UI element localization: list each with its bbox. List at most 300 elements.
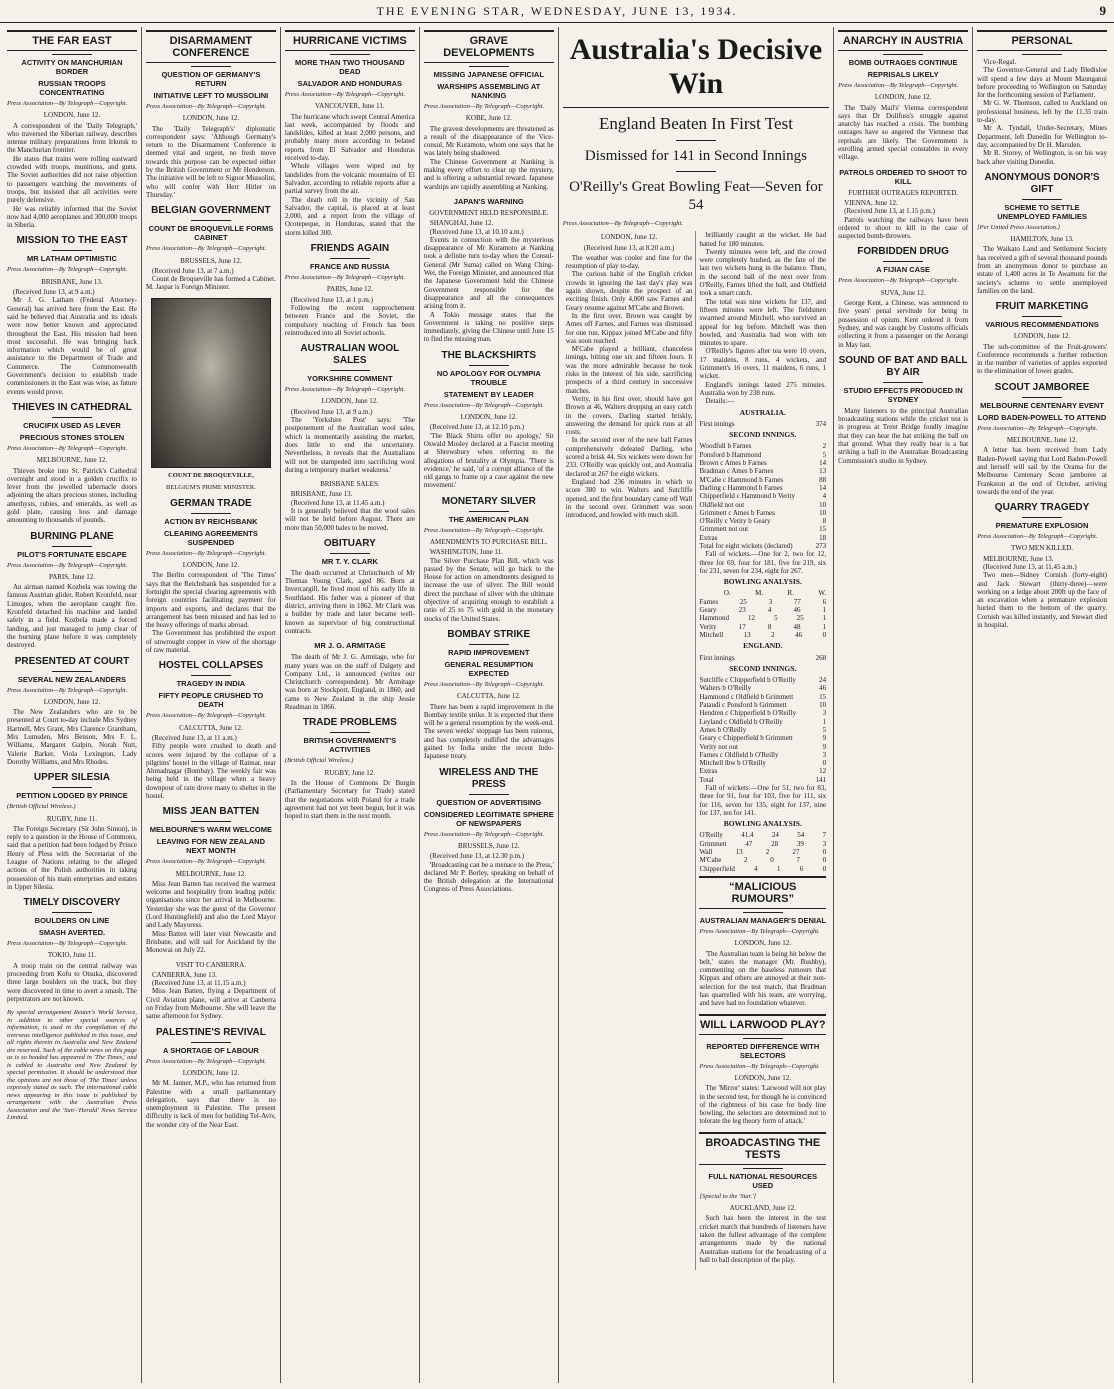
article	[424, 496, 554, 623]
article-paragraph: The death occurred at Christchurch of Mr Thomas Young Clark, aged 86. Born at Invercargill, he lived most of his early life in Southland. His father was a pioneer of that district, arriving there in 1862. Mr Clark was a builder by trade and later became well-known as supervisor of big constructional contracts.	[284, 568, 415, 635]
article-paragraph: The 'Daily Mail's' Vienna correspondent says that Dr Dollfuss's struggle against anarchy has reached a crisis. The bombing outrages have so angered the Viennese that reprisals are likely. The Government is enrolling armed special constables in every village.	[838, 103, 969, 162]
score-cell: 54	[797, 831, 805, 840]
article	[7, 531, 137, 650]
article-dateline: FURTHER OUTRAGES REPORTED.	[848, 188, 958, 197]
article-credit: Press Association—By Telegraph—Copyright.	[423, 830, 545, 838]
divider	[191, 513, 231, 514]
article-paragraph: BRISBANE, June 13.	[290, 490, 353, 499]
article-headline: THE FAR EAST	[7, 30, 137, 51]
article-dateline: LONDON, June 12.	[182, 1068, 240, 1077]
divider	[743, 1038, 783, 1039]
article-paragraph: (Received June 13, at 11 a.m.)	[151, 733, 237, 742]
score-row	[699, 442, 826, 450]
fall-of-wickets: Fall of wickets.—One for 2, two for 12, three for 69, four for 181, five for 219, six for 231, seven for 234, eight for 267.	[699, 550, 827, 575]
score-row	[699, 525, 826, 533]
scorecard-team: AUSTRALIA.	[739, 407, 786, 417]
article	[699, 1014, 826, 1126]
divider	[52, 787, 92, 788]
article-paragraph: In the House of Commons Dr Burgin (Parliamentary Secretary for Trade) stated that the negotiations with Poland for a trade agreement had not yet been begun, but it was hoped to start them in the next month.	[284, 778, 415, 821]
article-credit: Press Association—By Telegraph—Copyright.	[145, 549, 267, 557]
article-headline: BOMBAY STRIKE	[447, 628, 531, 640]
article-headline: GERMAN TRADE	[170, 497, 252, 509]
score-cell: 5	[822, 725, 827, 734]
divider	[469, 794, 509, 795]
article-deck-secondary: CLEARING AGREEMENTS SUSPENDED	[163, 528, 258, 547]
score-row	[699, 759, 826, 767]
article-paragraph: The death of Mr J. G. Armitage, who for many years was on the staff of Dalgety and Company Ltd., is announced (writes our Christchurch correspondent). Mr Armitage was born at Stockport, England, in 1860, and came to New Zealand in the ship Jessie Readman in 1866.	[284, 653, 415, 712]
article-dateline: BRISBANE SALES.	[320, 480, 380, 489]
article	[699, 876, 826, 1008]
article-dateline: PARIS, June 12.	[326, 285, 373, 294]
scorecard-team: ENGLAND.	[743, 641, 783, 651]
article-paragraph: Thieves broke into St. Patrick's Cathedral overnight and stood in a golden crucifix to lever from the jewelled tabernacle doors adjoining the altars precious stones, including amethysts, rubies, and emeralds, as well as gold plate, causing loss and damage amounting to thousands of pounds.	[7, 466, 137, 525]
article-paragraph: The gravest developments are threatened as a result of the disappearance of the Vice-consul, Mr Kuramoto, whom one says that he was lately being shadowed.	[423, 124, 554, 158]
article-deck: VARIOUS RECOMMENDATIONS	[985, 320, 1099, 330]
score-cell: 25	[739, 597, 747, 606]
article-deck: NO APOLOGY FOR OLYMPIA TROUBLE	[436, 368, 541, 387]
article-deck: SEVERAL NEW ZEALANDERS	[17, 674, 127, 684]
feature-subhead-2: Dismissed for 141 in Second Innings	[584, 148, 807, 164]
divider	[330, 54, 370, 55]
article	[424, 197, 554, 344]
article-deck: MISSING JAPANESE OFFICIAL	[433, 70, 544, 79]
fall-of-wickets: Fall of wickets.—One for 51, two for 83, three for 91, four for 103, five for 111, six for 116, seven for 135, eight for 137, nine for 137, ten for 141.	[699, 784, 827, 817]
score-cell: 12	[819, 767, 827, 776]
article-headline: FORBIDDEN DRUG	[857, 246, 949, 258]
score-cell: W.	[818, 589, 827, 598]
divider	[469, 66, 509, 67]
score-cell: Geary c Chipperfield b Grimmett	[699, 734, 793, 743]
article-headline: MISSION TO THE EAST	[16, 235, 128, 247]
article-paragraph: brilliantly caught at the wicket. He had batted for 180 minutes.	[699, 231, 827, 248]
article-deck: BRITISH GOVERNMENT'S ACTIVITIES	[303, 736, 397, 755]
divider	[743, 1168, 783, 1169]
feature-subhead-3: O'Reilly's Great Bowling Feat—Seven for 54	[569, 179, 823, 213]
article-headline: PERSONAL	[977, 30, 1107, 51]
article-paragraph: MELBOURNE, June 13.	[983, 554, 1054, 563]
score-cell: Sutcliffe c Chipperfield b O'Reilly	[699, 676, 796, 685]
article-paragraph: He was reliably informed that the Soviet now had 4,000 aeroplanes and 300,000 troops in Siberia.	[7, 204, 137, 230]
masthead	[0, 0, 1114, 23]
article-deck-secondary: RUSSIAN TROOPS CONCENTRATING	[38, 79, 106, 97]
article	[424, 629, 554, 761]
article-headline: BELGIAN GOVERNMENT	[151, 205, 271, 217]
article-deck: PETITION LODGED BY PRINCE	[16, 791, 128, 801]
divider	[330, 732, 370, 733]
feature-credit: Press Association—By Telegraph—Copyright.	[562, 220, 683, 227]
score-cell: 9	[822, 734, 827, 743]
article-deck: MR J. G. ARMITAGE	[314, 641, 386, 651]
article-dateline: RUGBY, June 12.	[324, 768, 376, 777]
article-paragraph: A troop train on the central railway was proceeding from Kofu to Otsuka, discovered three large boulders on the track, but they were discovered in time to avert a smash. The perpetrators are not known.	[7, 961, 137, 1003]
score-row	[699, 701, 826, 709]
article-headline: HURRICANE VICTIMS	[285, 30, 415, 51]
article-paragraph: The hurricane which swept Central America last week, accompanied by floods and landslides, killed at least 2,000 persons, and probably many more according to belated reports from El Salvador and Honduras received to-day.	[284, 112, 415, 163]
article	[285, 538, 415, 635]
score-cell: Wall	[699, 848, 713, 857]
divider	[469, 511, 509, 512]
article-deck: FULL NATIONAL RESOURCES USED	[708, 1171, 818, 1190]
bowling-row	[699, 831, 826, 839]
bowling-heading: BOWLING ANALYSIS.	[723, 577, 802, 587]
divider	[883, 261, 923, 262]
article-headline: WIRELESS AND THE PRESS	[439, 766, 539, 790]
score-cell: 4	[822, 492, 827, 501]
article-dateline: LONDON, June 12.	[321, 397, 379, 406]
article	[424, 30, 554, 191]
score-cell: 46	[819, 684, 827, 693]
agency-notice: By special arrangement Reuter's World Service, in addition to other special sources of information, is used in the compilation of the overseas intelligence published in this issue, and all rights therein in Australia and New Zealand are reserved. Such of the cable news on this page as is so headed has appeared in 'The Times,' and is cabled to Australia and New Zealand by special permission. It should be understood that the opinions are not those of 'The Times' unless expressly stated as such. The international cable news appearing in this issue is published by arrangement with the Australian Press Association and the 'Sun'-'Herald' News Service Limited.	[7, 1009, 137, 1122]
article-paragraph: Patrols watching the railways have been ordered to shoot to kill in the case of suspected bomb-throwers.	[838, 215, 969, 241]
article-headline: ANARCHY IN AUSTRIA	[838, 30, 968, 51]
score-cell: 77	[793, 597, 801, 606]
score-cell: Mitchell lbw b O'Reilly	[699, 759, 766, 768]
bowling-row	[699, 614, 826, 622]
article-paragraph: A Tokio message states that the Government is taking no positive steps immediately, giving the Chinese until June 15 to find the missing man.	[423, 310, 554, 344]
article-headline: PRESENTED AT COURT	[14, 655, 130, 667]
score-cell: 374	[815, 419, 827, 428]
article-deck-secondary: CONSIDERED LEGITIMATE SPHERE OF NEWSPAPERS	[423, 809, 554, 828]
score-cell: Brown c Ames b Farnes	[699, 459, 767, 468]
score-cell: 2	[744, 856, 748, 865]
article-deck: YORKSHIRE COMMENT	[307, 374, 393, 384]
article-deck-secondary: INITIATIVE LEFT TO MUSSOLINI	[153, 91, 269, 100]
divider	[191, 1042, 231, 1043]
article-dateline: BRUSSELS, June 12.	[458, 841, 520, 850]
article-deck: A SHORTAGE OF LABOUR	[162, 1045, 259, 1055]
article-paragraph: (Received June 13, at 9 a.m.)	[13, 288, 95, 297]
article-dateline: VISIT TO CANBERRA.	[175, 960, 247, 969]
article-dateline: AUCKLAND, June 12.	[729, 1204, 796, 1213]
score-cell: 88	[819, 475, 827, 484]
feature-column-a	[563, 231, 696, 1270]
column-6	[834, 27, 973, 1383]
score-cell: 9	[822, 742, 827, 751]
score-cell: 27	[792, 848, 800, 857]
score-cell: First innings	[699, 419, 735, 428]
article-credit: [Per United Press Association.]	[977, 223, 1061, 231]
portrait-photo	[151, 298, 271, 468]
article-paragraph: An airman named Kozbela was towing the famous Austrian glider, Robert Kronfeld, near Limoges, when the aeroplane caught fire. Kronfeld detached his machine and landed safely in a field. Kozbela made a forced landing, and just managed to jump clear of the burning plane before it was completely destroyed.	[7, 583, 137, 650]
article-dateline: LONDON, June 12.	[734, 939, 791, 948]
article	[146, 30, 276, 199]
article-headline: THE BLACKSHIRTS	[441, 349, 536, 361]
score-cell: 15	[819, 525, 827, 534]
score-cell: Total for eight wickets (declared)	[699, 541, 793, 550]
article-headline: PALESTINE'S REVIVAL	[156, 1026, 266, 1038]
score-cell: 2	[771, 630, 775, 639]
article	[146, 961, 276, 1021]
score-row	[699, 459, 826, 467]
divider	[883, 382, 923, 383]
article-headline: HOSTEL COLLAPSES	[158, 660, 264, 672]
article-deck: BOMB OUTRAGES CONTINUE	[848, 58, 958, 67]
feature-subhead-1: England Beaten In First Test	[598, 114, 793, 133]
article-paragraph: Such has been the interest in the test cricket match that hundreds of listeners have taken the fullest advantage of the complete arrangements made by the national Australian stations for the broadcasting of a ball to ball description of the play.	[699, 1214, 827, 1264]
score-cell: 6	[799, 864, 804, 873]
score-row	[699, 420, 826, 428]
score-cell: 3	[768, 597, 773, 606]
article-dateline: LONDON, June 12.	[43, 111, 101, 120]
article-paragraph: Mr M. Janner, M.P., who has returned from Palestine with a small parliamentary delegation, says that there is no unemployment in Palestine. The present difficulty is lack of men for building Tel-Aviv, the wonder city of the Near East.	[145, 1079, 276, 1129]
article-headline: GRAVE DEVELOPMENTS	[424, 30, 554, 63]
article-dateline: LONDON, June 12.	[182, 561, 240, 570]
divider	[191, 821, 231, 822]
article-paragraph: Mr G. W. Thomson, called to Auckland on professional business, left by the 11.35 train to-day.	[977, 99, 1107, 125]
score-total	[699, 542, 826, 550]
score-cell: 6	[822, 597, 827, 606]
article-paragraph: WASHINGTON, June 11.	[429, 548, 503, 557]
score-row	[699, 654, 826, 662]
score-row	[699, 684, 826, 692]
score-cell: Bradman c Ames b Farnes	[699, 467, 774, 476]
bowling-row	[699, 598, 826, 606]
article	[7, 772, 137, 891]
article-deck: MR T. Y. CLARK	[321, 556, 378, 566]
score-cell: 4	[754, 864, 758, 873]
article-credit: Press Association—By Telegraph—Copyright.	[145, 103, 267, 110]
article-dateline: RUGBY, June 11.	[46, 814, 98, 823]
score-cell: 10	[819, 508, 827, 517]
page-number: 9	[1099, 3, 1106, 18]
bowling-row	[699, 856, 826, 864]
bowling-row	[699, 631, 826, 639]
bowling-row	[699, 606, 826, 614]
article-deck: RAPID IMPROVEMENT	[448, 647, 530, 657]
article-paragraph: 'The Black Shirts offer no apology,' Sir Oswald Mosley declared at a Fascist meeting at Shrewsbury when referring to the allegations of brutality at Olympia. 'There is evidence,' he said, 'of a corrupt alliance of the old gangs to frame up a case against the new movement.'	[423, 431, 554, 490]
article-paragraph: England had 236 minutes in which to score 380 to win. Walters and Sutcliffe opened, and the first boundary came off Wall in the second over. Grimmett was soon introduced, and bowled with much skill.	[565, 477, 693, 520]
score-cell: 18	[819, 533, 827, 542]
score-cell: R.	[787, 589, 794, 598]
divider	[1022, 316, 1062, 317]
article-deck: MELBOURNE CENTENARY EVENT	[980, 400, 1104, 410]
article-paragraph: George Kent, a Chinese, was sentenced to five years' penal servitude for being in possession of opium. Kent ordered it from Sydney, and was caught by Customs officials collecting it from a passenger on the Aorangi in May last.	[838, 299, 969, 349]
article-paragraph: The 'Yorkshire Post' says: 'The postponement of the Australian wool sales, which is momentarily assisting the market, does little to end the uncertainty. Nevertheless, it reveals that the Australians will not be stampeded into sacrificing wool during a temporary market weakness.'	[284, 416, 415, 474]
article-credit: Press Association—By Telegraph—Copyright.	[145, 1057, 267, 1065]
article-paragraph: (Received June 13, at 1.15 p.m.)	[844, 207, 935, 216]
article-credit: Press Association—By Telegraph—Copyright.	[977, 533, 1098, 541]
score-cell: Verity	[699, 622, 717, 631]
divider	[52, 250, 92, 251]
score-cell: Hendren c Chipperfield b O'Reilly	[699, 709, 796, 718]
article-deck: QUESTION OF GERMANY'S RETURN	[161, 70, 261, 88]
article-credit: Press Association—By Telegraph—Copyright.	[7, 940, 128, 948]
score-row	[699, 718, 826, 726]
article	[285, 30, 415, 237]
article-paragraph: Following the recent rapprochement between France and the Soviet, the compulsory teaching of French has been reintroduced into all Soviet schools.	[284, 303, 415, 337]
column-4	[420, 27, 559, 1383]
article-dateline: LONDON, June 12.	[182, 114, 240, 123]
article-paragraph: The Foreign Secretary (Sir John Simon), in reply to a question in the House of Commons, said that a petition had been lodged by Prince Henry of Pless with the Secretariat of the League of Nations relating to the alleged actions of the Polish authorities in taking possession of his main enterprises and estates in Upper Silesia.	[7, 824, 137, 891]
article-paragraph: Events in connection with the mysterious disappearance of Mr Kuramoto at Nanking took a definite turn to-day when the Consul-General (Mr Suma) called on Wang Ching-Wei, the Foreign Minister, and announced that the Japanese Government held the Chinese Government responsible for the disappearance and all the consequences arising from it.	[423, 235, 554, 311]
article-deck: ACTIVITY ON MANCHURIAN BORDER	[21, 58, 123, 76]
divider	[191, 220, 231, 221]
divider	[1022, 54, 1062, 55]
article-paragraph: There has been a rapid improvement in the Bombay textile strike. It is expected that there will be a general resumption by the week-end. The seven weeks' stoppage has been ruinous, and has completely nullified the advantages gained by India under the recent Indo-Japanese treaty.	[423, 702, 554, 761]
article-headline: THIEVES IN CATHEDRAL	[12, 401, 132, 413]
article-credit: Press Association—By Telegraph—Copyright.	[423, 103, 545, 110]
article-dateline: CALCUTTA, June 12.	[456, 692, 521, 701]
score-cell: 15	[819, 692, 827, 701]
column-2	[142, 27, 281, 1383]
article-paragraph: Miss Jean Batten has received the warmest welcome and hospitality from leading public organisations since her arrival in Melbourne. Yesterday she was the guest of the Governor (Lord Huntingfield) and also the Lord Mayor and Lady Mayoress.	[145, 879, 276, 930]
article-paragraph: Twenty minutes were left, and the crowd were completely hushed, as the fate of the last two wickets hung in the balance. Then, in the second ball of the next over from O'Reilly, Farnes lifted the ball, and Oldfield took a smart catch.	[699, 247, 827, 298]
score-cell: 13	[819, 467, 827, 476]
article-paragraph: Details:—	[705, 397, 735, 406]
score-cell: 1	[776, 864, 781, 873]
article-deck: PILOT'S FORTUNATE ESCAPE	[17, 549, 127, 559]
article-credit: [Special to the 'Star.']	[699, 1192, 757, 1200]
feature-body	[563, 231, 829, 1270]
score-row	[699, 726, 826, 734]
score-cell: 14	[819, 483, 827, 492]
article-paragraph: Count de Broqueville has formed a Cabinet. M. Jaspar is Foreign Minister.	[145, 275, 276, 292]
article-headline: FRIENDS AGAIN	[310, 243, 390, 255]
article-paragraph: Many listeners to the principal Australian broadcasting stations while the cricket test is in progress at Trent Bridge fondly imagine that they can hear the bat striking the ball on that ground. What they really hear is a bat striking a ball in the Australian Broadcasting Commission's studio in Sydney.	[838, 406, 969, 465]
article-credit: Press Association—By Telegraph—Copyright.	[838, 277, 959, 285]
article-dateline: TWO MEN KILLED.	[1011, 544, 1074, 553]
score-cell: Ames b O'Reilly	[699, 725, 747, 734]
article-deck: THE AMERICAN PLAN	[448, 514, 529, 524]
score-cell: Walters b O'Reilly	[699, 684, 752, 693]
article	[977, 382, 1107, 496]
article-credit: Press Association—By Telegraph—Copyright.	[145, 245, 267, 253]
article-dateline: VANCOUVER, June 11.	[315, 102, 385, 111]
score-cell: Geary	[699, 606, 717, 615]
score-cell: Total	[699, 775, 714, 784]
article-headline: SCOUT JAMBOREE	[994, 381, 1090, 393]
article-credit: Press Association—By Telegraph—Copyright.	[7, 266, 128, 274]
article-paragraph: O'Reilly's figures after tea were 10 overs, 17 maidens, 8 runs, 4 wickets, and Grimmett's 16 overs, 11 maidens, 6 runs, 1 wicket.	[699, 347, 827, 381]
article-credit: Press Association—By Telegraph—Copyright.	[699, 1062, 820, 1070]
score-row	[699, 709, 826, 717]
article-credit: Press Association—By Telegraph—Copyright.	[284, 91, 406, 98]
article-paragraph: It is generally believed that the wool sales will not be held before August. There are more than 50,000 bales to be moved.	[284, 506, 415, 532]
article-headline: MISS JEAN BATTEN	[162, 806, 260, 818]
article-paragraph: Miss Jean Batten, flying a Department of Civil Aviation plane, will arrive at Canberra on Friday from Melbourne. She will leave the same afternoon for Sydney.	[145, 987, 276, 1021]
article-credit: Press Association—By Telegraph—Copyright.	[284, 274, 406, 282]
article-deck: PREMATURE EXPLOSION	[995, 521, 1089, 531]
article-credit: Press Association—By Telegraph—Copyright.	[977, 424, 1098, 432]
score-cell: Extras	[699, 767, 718, 776]
article-dateline: LONDON, June 12.	[734, 1073, 791, 1082]
article-paragraph: Mr A. Tyndall, Under-Secretary, Mines Department, left Dunedin for Wellington to-day, accompanied by Dr H. Marsden.	[977, 124, 1107, 149]
article-paragraph: (Received June 13, at 11.45 a.m.)	[290, 498, 385, 507]
score-cell: 0	[822, 759, 827, 768]
article-credit: Press Association—By Telegraph—Copyright.	[423, 401, 545, 409]
article-deck: A FIJIAN CASE	[876, 265, 931, 275]
article-paragraph: England's innings lasted 275 minutes. Australia won by 238 runs.	[699, 380, 827, 397]
article-credit: Press Association—By Telegraph—Copyright.	[284, 386, 406, 394]
score-cell: 0	[822, 856, 827, 865]
score-cell: 7	[796, 856, 800, 865]
article-deck-secondary: GENERAL RESUMPTION EXPECTED	[444, 659, 534, 678]
columns	[0, 23, 1114, 1383]
score-cell: Farnes	[699, 597, 719, 606]
article-deck: MORE THAN TWO THOUSAND DEAD	[295, 58, 405, 76]
divider	[883, 54, 923, 55]
score-cell: M'Cabe c Hammond b Farnes	[699, 475, 784, 484]
score-cell: 4	[767, 606, 772, 615]
score-cell: 5	[822, 450, 827, 459]
article-deck: STUDIO EFFECTS PRODUCED IN SYDNEY	[843, 385, 963, 404]
article	[146, 660, 276, 800]
score-cell: 39	[796, 839, 804, 848]
score-cell: 13	[735, 848, 743, 857]
bowling-row	[699, 848, 826, 856]
article	[285, 343, 415, 474]
score-cell: Woodfull b Farnes	[699, 442, 752, 451]
score-cell: 47	[745, 839, 753, 848]
article-credit: Press Association—By Telegraph—Copyright.	[838, 82, 959, 89]
article-deck: FRANCE AND RUSSIA	[309, 262, 390, 272]
article-dateline: BRUSSELS, June 12.	[180, 256, 242, 265]
score-cell: 23	[738, 606, 746, 615]
score-cell: 25	[796, 614, 804, 623]
article-headline: BROADCASTING THE TESTS	[699, 1132, 826, 1165]
article-dateline: TOKIO, June 11.	[47, 951, 97, 960]
article-deck-secondary: SALVADOR AND HONDURAS	[297, 79, 403, 88]
article-credit: Press Association—By Telegraph—Copyright.	[423, 526, 545, 534]
score-cell: 8	[767, 622, 772, 631]
scorecard-innings: SECOND INNINGS.	[729, 663, 797, 673]
divider	[1022, 397, 1062, 398]
article-deck-secondary: LEAVING FOR NEW ZEALAND NEXT MONTH	[156, 837, 265, 856]
article	[977, 30, 1107, 166]
article-paragraph: The New Zealanders who are to be presented at Court to-day include Mrs Sydney Hartnell, Mrs Grant, Mrs Clarence Grantham, Mrs Lumsden, Mrs Benson, Mrs F. L. Williams, Margaret Galpin, Norah Nutt, Valerie Barker, Viola Lexington, Lady Dorothy Williams, and Mrs Rhodes.	[7, 708, 137, 766]
article	[285, 641, 415, 711]
score-cell: O'Reilly	[699, 831, 723, 840]
article-headline: WILL LARWOOD PLAY?	[699, 1014, 826, 1035]
score-row	[699, 484, 826, 492]
score-cell: Oldfield not out	[699, 500, 745, 509]
article	[146, 298, 276, 492]
article-deck: BOULDERS ON LINE	[34, 916, 110, 926]
score-cell: 0	[822, 848, 827, 857]
article	[285, 243, 415, 337]
score-cell: Chipperfield	[699, 864, 735, 873]
score-cell: Hammond	[699, 614, 729, 623]
score-cell: Pataudi c Ponsford b Grimmett	[699, 701, 787, 710]
article-paragraph: The weather was cooler and fine for the resumption of play to-day.	[565, 253, 693, 271]
article	[146, 1027, 276, 1129]
article-paragraph: 'Broadcasting can be a menace to the Press,' declared Mr P. Borley, speaking on behalf of the British delegation at the International Congress of Press Associations.	[423, 860, 554, 894]
score-row	[699, 743, 826, 751]
score-cell: Leyland c Oldfield b O'Reilly	[699, 717, 783, 726]
score-cell: Ponsford b Hammond	[699, 450, 762, 459]
divider	[191, 66, 231, 67]
article-paragraph: He states that trains were rolling eastward crowded with troops, munitions, and guns. The Soviet authorities did not raise objection to passengers watching the movements of troops, but insisted that all activities were purely defensive.	[7, 154, 137, 205]
score-cell: Darling c Hammond b Farnes	[699, 483, 783, 492]
article-paragraph: The death roll in the vicinity of San Salvador, the capital, is placed at at least 2,000, and a report from the village of Ocotepeque, in Honduras, stated that the storm killed 300.	[284, 195, 415, 237]
score-row	[699, 467, 826, 475]
article-credit: (British Official Wireless.)	[7, 803, 76, 811]
article	[146, 205, 276, 291]
score-row	[699, 451, 826, 459]
score-cell: 5	[774, 614, 778, 623]
article-headline: SOUND OF BAT AND BALL BY AIR	[838, 354, 968, 378]
score-cell: Grimmett c Ames b Farnes	[699, 508, 775, 517]
divider	[52, 54, 92, 55]
article-credit: Press Association—By Telegraph—Copyright.	[145, 858, 267, 866]
score-cell: 0	[822, 630, 827, 639]
article-paragraph: (Received June 13, at 11.15 a.m.)	[151, 979, 246, 988]
article-paragraph: (Received June 13, at 12.10 p.m.)	[429, 423, 525, 432]
score-row	[699, 676, 826, 684]
bowling-heading: BOWLING ANALYSIS.	[723, 819, 802, 829]
article-deck: JAPAN'S WARNING	[453, 196, 524, 206]
article-dateline: KOBE, June 12.	[465, 114, 512, 123]
